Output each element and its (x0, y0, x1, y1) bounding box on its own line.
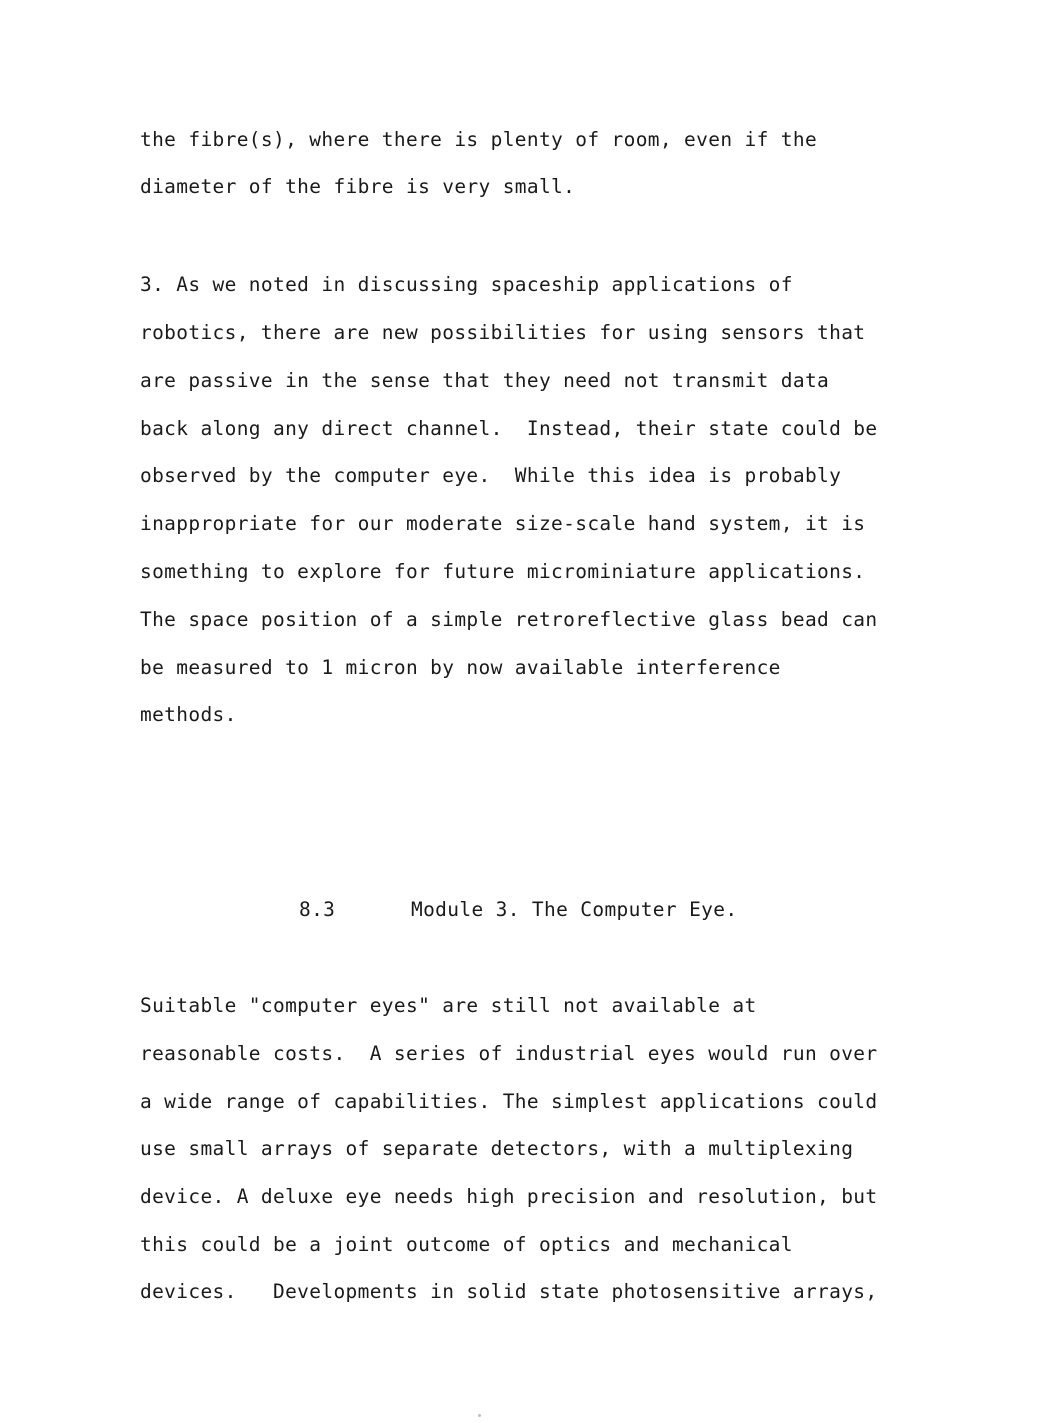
text-line: the fibre(s), where there is plenty of room, even if the (140, 128, 818, 151)
text-line: use small arrays of separate detectors, with a multiplexing (140, 1137, 854, 1160)
text-line: are passive in the sense that they need not transmit data (140, 369, 830, 392)
text-line: reasonable costs. A series of industrial eyes would run over (140, 1042, 878, 1065)
text-line: back along any direct channel. Instead, their state could be (140, 417, 878, 440)
text-line: Suitable "computer eyes" are still not available at (140, 994, 757, 1017)
section-number: 8.3 (299, 898, 336, 921)
text-line: The space position of a simple retroreflective glass bead can (140, 608, 878, 631)
section-title: Module 3. The Computer Eye. (411, 898, 738, 921)
text-line: device. A deluxe eye needs high precision and resolution, but (140, 1185, 878, 1208)
scan-speck (478, 1414, 481, 1417)
text-line: something to explore for future microminiature applications. (140, 560, 866, 583)
text-line: this could be a joint outcome of optics and mechanical (140, 1233, 793, 1256)
text-line: devices. Developments in solid state photosensitive arrays, (140, 1280, 878, 1303)
text-line: diameter of the fibre is very small. (140, 175, 576, 198)
text-line: 3. As we noted in discussing spaceship applications of (140, 273, 793, 296)
text-line: inappropriate for our moderate size-scale hand system, it is (140, 512, 866, 535)
text-line: observed by the computer eye. While this idea is probably (140, 464, 842, 487)
text-line: be measured to 1 micron by now available interference (140, 656, 781, 679)
text-line: methods. (140, 703, 237, 726)
text-line: robotics, there are new possibilities for using sensors that (140, 321, 866, 344)
text-line: a wide range of capabilities. The simplest applications could (140, 1090, 878, 1113)
